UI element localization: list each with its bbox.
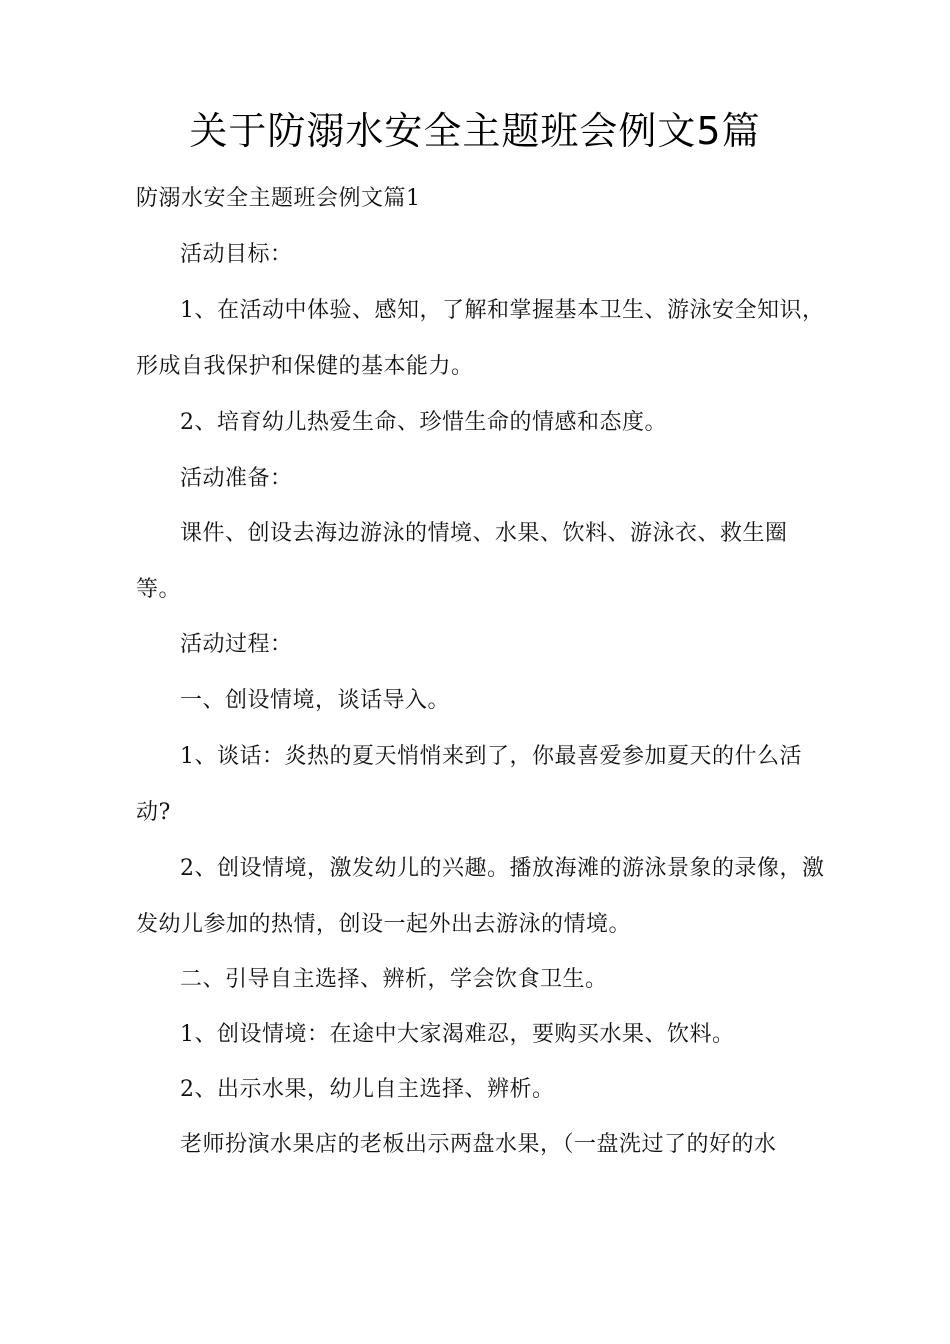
paragraph-line: 1、创设情境：在途中大家渴难忍，要购买水果、饮料。 <box>180 1022 735 1047</box>
paragraph-line: 形成自我保护和保健的基本能力。 <box>136 354 474 379</box>
paragraph-line: 一、创设情境，谈话导入。 <box>180 688 451 713</box>
paragraph-line: 等。 <box>136 577 182 602</box>
paragraph-line: 发幼儿参加的热情，创设一起外出去游泳的情境。 <box>136 912 632 937</box>
document-title: 关于防溺水安全主题班会例文5篇 <box>189 109 761 153</box>
paragraph-line: 老师扮演水果店的老板出示两盘水果，（一盘洗过了的好的水 <box>180 1132 777 1157</box>
paragraph-line: 1、在活动中体验、感知，了解和掌握基本卫生、游泳安全知识， <box>180 298 825 323</box>
paragraph-line: 二、引导自主选择、辨析，学会饮食卫生。 <box>180 967 608 992</box>
section-heading: 防溺水安全主题班会例文篇1 <box>136 186 421 211</box>
paragraph-line: 课件、创设去海边游泳的情境、水果、饮料、游泳衣、救生圈 <box>180 521 788 546</box>
paragraph-line: 1、谈话：炎热的夏天悄悄来到了，你最喜爱参加夏天的什么活 <box>180 744 802 769</box>
paragraph-line: 活动目标： <box>180 242 293 267</box>
paragraph-line: 活动准备： <box>180 466 293 491</box>
paragraph-line: 2、培育幼儿热爱生命、珍惜生命的情感和态度。 <box>180 410 667 435</box>
paragraph-line: 2、出示水果，幼儿自主选择、辨析。 <box>180 1077 555 1102</box>
paragraph-line: 2、创设情境，激发幼儿的兴趣。播放海滩的游泳景象的录像，激 <box>180 856 825 881</box>
paragraph-line: 活动过程： <box>180 632 293 657</box>
paragraph-line: 动? <box>136 800 171 825</box>
